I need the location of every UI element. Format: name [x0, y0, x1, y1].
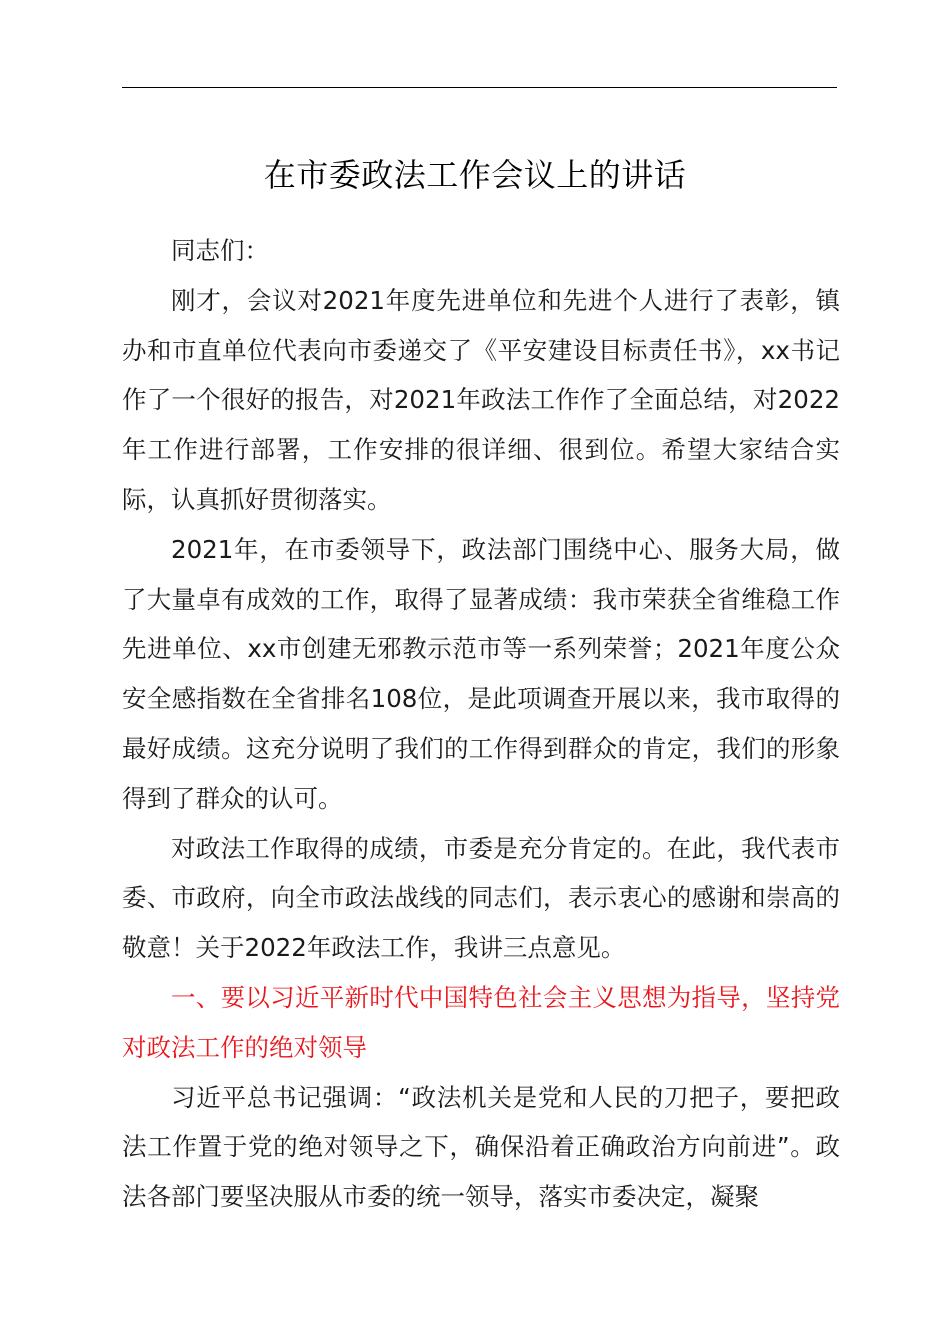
section-heading-1: 一、要以习近平新时代中国特色社会主义思想为指导，坚持党对政法工作的绝对领导: [122, 982, 840, 1062]
paragraph-1: 刚才，会议对2021年度先进单位和先进个人进行了表彰，镇办和市直单位代表向市委递交了《平安建设目标责任书》，xx书记作了一个很好的报告，对2021年政法工作作了全面总结，对2022年工作进行部署，工作安排的很详细、很到位。希望大家结合实际，认真抓好贯彻落实。: [122, 285, 840, 514]
paragraph-3: 对政法工作取得的成绩，市委是充分肯定的。在此，我代表市委、市政府，向全市政法战线的同志们，表示衷心的感谢和崇高的敬意！关于2022年政法工作，我讲三点意见。: [122, 833, 840, 963]
paragraph-4: 习近平总书记强调：“政法机关是党和人民的刀把子，要把政法工作置于党的绝对领导之下，确保沿着正确政治方向前进”。政法各部门要坚决服从市委的统一领导，落实市委决定，凝聚: [122, 1082, 840, 1212]
header-rule: [122, 87, 837, 88]
paragraph-2: 2021年，在市委领导下，政法部门围绕中心、服务大局，做了大量卓有成效的工作，取得了显著成绩：我市荣获全省维稳工作先进单位、xx市创建无邪教示范市等一系列荣誉；2021年度公众安全感指数在全省排名108位，是此项调查开展以来，我市取得的最好成绩。这充分说明了我们的工作得到群众的肯定，我们的形象得到了群众的认可。: [122, 534, 840, 813]
document-title: 在市委政法工作会议上的讲话: [263, 156, 687, 194]
salutation: 同志们：: [171, 236, 269, 265]
document-body: [122, 226, 840, 1222]
